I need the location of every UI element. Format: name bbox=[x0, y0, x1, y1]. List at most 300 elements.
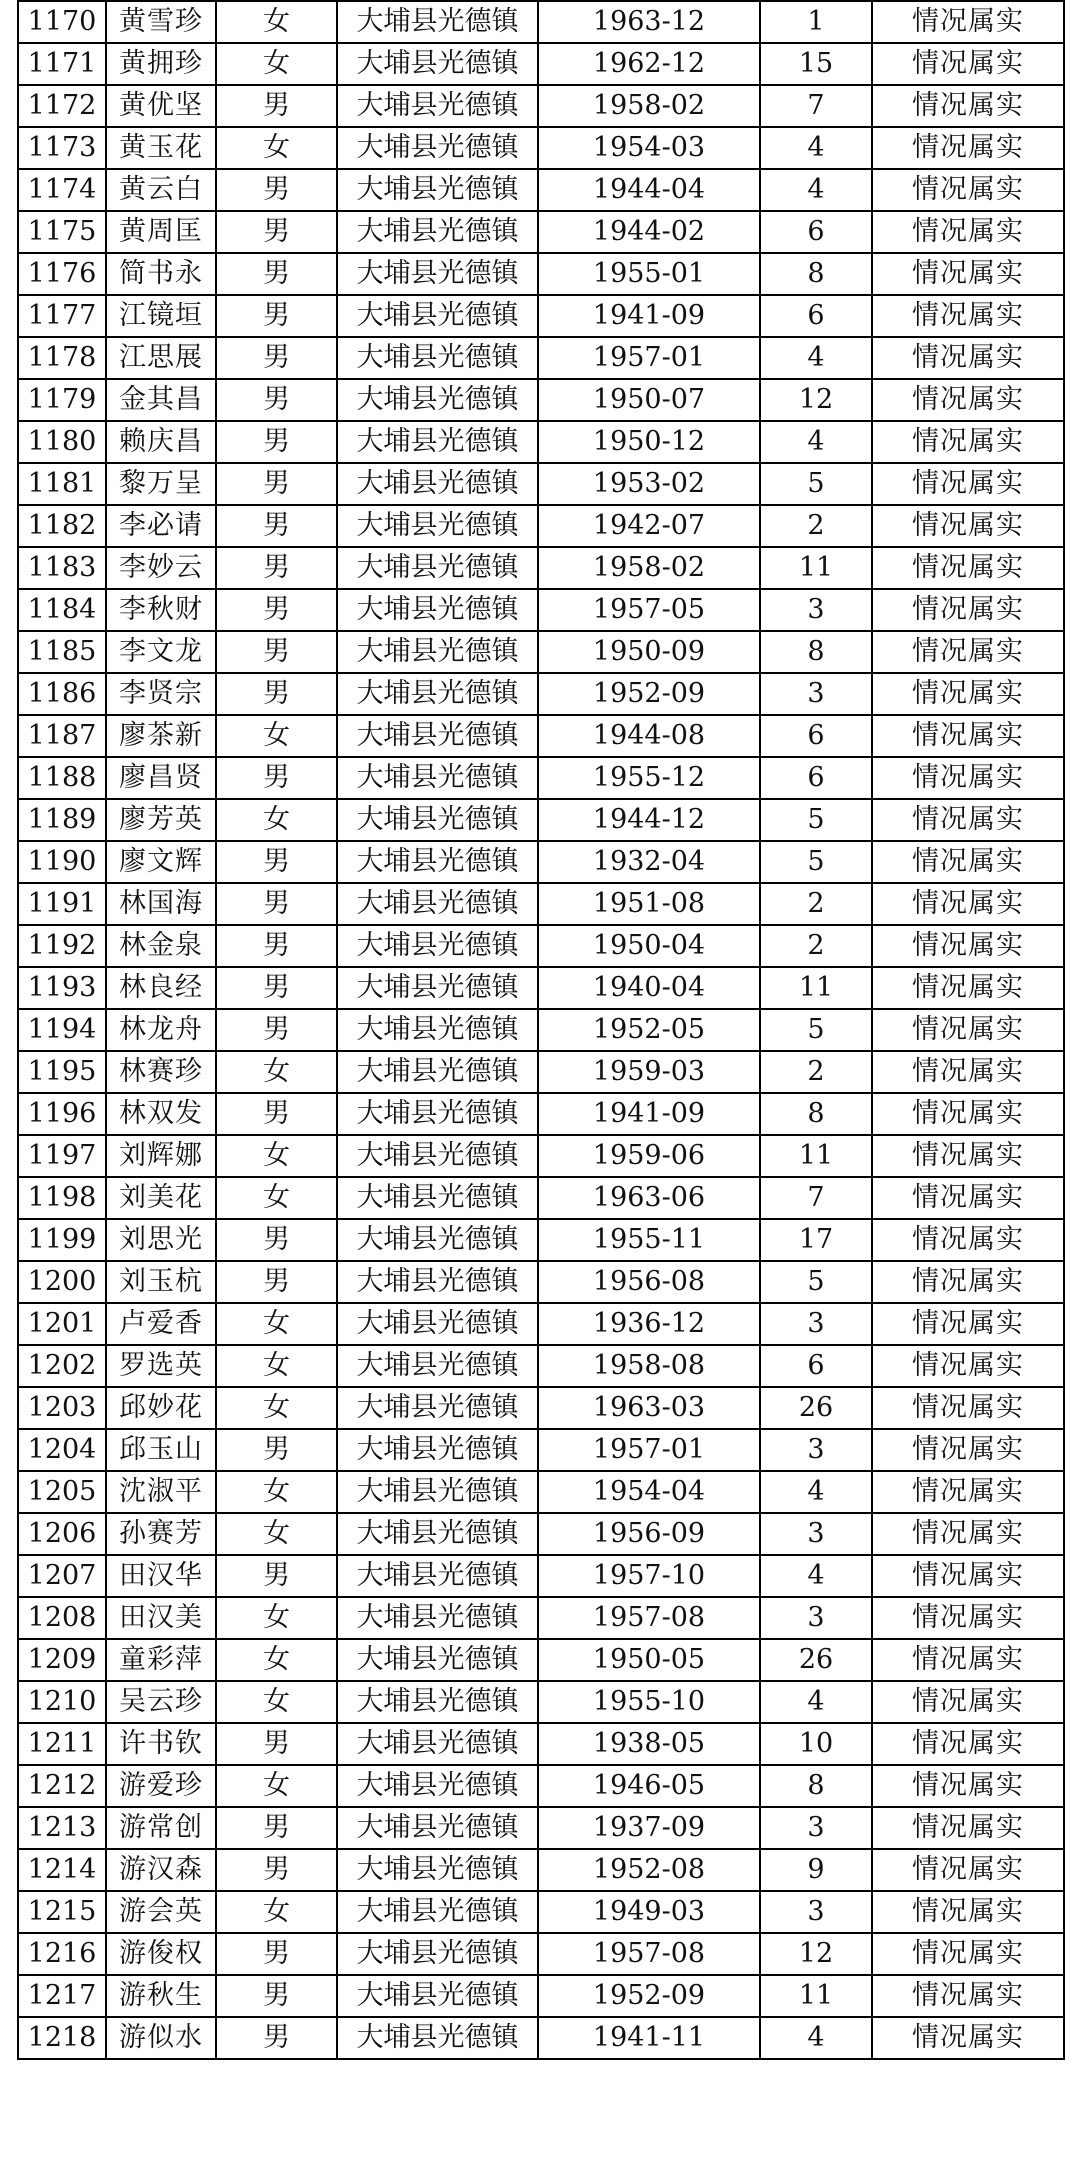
table-row bbox=[18, 1807, 1064, 1849]
date-cell: 1962-12 bbox=[538, 43, 760, 85]
gender-cell: 男 bbox=[216, 1261, 337, 1303]
count-cell: 15 bbox=[760, 43, 872, 85]
person-name-cell: 李贤宗 bbox=[106, 673, 216, 715]
person-name-cell: 廖茶新 bbox=[106, 715, 216, 757]
gender-cell: 男 bbox=[216, 337, 337, 379]
row-number-cell: 1190 bbox=[18, 841, 106, 883]
address-cell: 大埔县光德镇 bbox=[337, 1639, 538, 1681]
date-cell: 1963-03 bbox=[538, 1387, 760, 1429]
person-name-cell: 林双发 bbox=[106, 1093, 216, 1135]
status-note-cell: 情况属实 bbox=[872, 337, 1064, 379]
date-cell: 1958-08 bbox=[538, 1345, 760, 1387]
count-cell: 2 bbox=[760, 505, 872, 547]
gender-cell: 女 bbox=[216, 715, 337, 757]
date-cell: 1950-04 bbox=[538, 925, 760, 967]
address-cell: 大埔县光德镇 bbox=[337, 1093, 538, 1135]
count-cell: 11 bbox=[760, 1135, 872, 1177]
row-number-cell: 1183 bbox=[18, 547, 106, 589]
address-cell: 大埔县光德镇 bbox=[337, 1177, 538, 1219]
gender-cell: 男 bbox=[216, 589, 337, 631]
table-row bbox=[18, 379, 1064, 421]
status-note-cell: 情况属实 bbox=[872, 1681, 1064, 1723]
gender-cell: 男 bbox=[216, 1723, 337, 1765]
person-name-cell: 林良经 bbox=[106, 967, 216, 1009]
status-note-cell: 情况属实 bbox=[872, 1933, 1064, 1975]
date-cell: 1950-09 bbox=[538, 631, 760, 673]
table-row bbox=[18, 1009, 1064, 1051]
count-cell: 8 bbox=[760, 631, 872, 673]
table-row bbox=[18, 1093, 1064, 1135]
date-cell: 1949-03 bbox=[538, 1891, 760, 1933]
address-cell: 大埔县光德镇 bbox=[337, 463, 538, 505]
address-cell: 大埔县光德镇 bbox=[337, 211, 538, 253]
address-cell: 大埔县光德镇 bbox=[337, 1219, 538, 1261]
status-note-cell: 情况属实 bbox=[872, 1219, 1064, 1261]
status-note-cell: 情况属实 bbox=[872, 1345, 1064, 1387]
person-name-cell: 邱玉山 bbox=[106, 1429, 216, 1471]
table-row bbox=[18, 2017, 1064, 2059]
row-number-cell: 1214 bbox=[18, 1849, 106, 1891]
status-note-cell: 情况属实 bbox=[872, 1177, 1064, 1219]
date-cell: 1942-07 bbox=[538, 505, 760, 547]
status-note-cell: 情况属实 bbox=[872, 1597, 1064, 1639]
count-cell: 6 bbox=[760, 757, 872, 799]
table-row bbox=[18, 715, 1064, 757]
person-name-cell: 李秋财 bbox=[106, 589, 216, 631]
status-note-cell: 情况属实 bbox=[872, 1723, 1064, 1765]
table-row bbox=[18, 1555, 1064, 1597]
row-number-cell: 1172 bbox=[18, 85, 106, 127]
row-number-cell: 1173 bbox=[18, 127, 106, 169]
address-cell: 大埔县光德镇 bbox=[337, 1387, 538, 1429]
status-note-cell: 情况属实 bbox=[872, 883, 1064, 925]
table-row bbox=[18, 463, 1064, 505]
table-row bbox=[18, 631, 1064, 673]
row-number-cell: 1212 bbox=[18, 1765, 106, 1807]
date-cell: 1952-09 bbox=[538, 673, 760, 715]
table-row bbox=[18, 967, 1064, 1009]
row-number-cell: 1205 bbox=[18, 1471, 106, 1513]
gender-cell: 男 bbox=[216, 85, 337, 127]
date-cell: 1954-04 bbox=[538, 1471, 760, 1513]
document-page bbox=[17, 0, 1063, 2060]
status-note-cell: 情况属实 bbox=[872, 169, 1064, 211]
row-number-cell: 1215 bbox=[18, 1891, 106, 1933]
row-number-cell: 1197 bbox=[18, 1135, 106, 1177]
person-name-cell: 黎万呈 bbox=[106, 463, 216, 505]
gender-cell: 女 bbox=[216, 799, 337, 841]
address-cell: 大埔县光德镇 bbox=[337, 337, 538, 379]
count-cell: 4 bbox=[760, 337, 872, 379]
person-name-cell: 邱妙花 bbox=[106, 1387, 216, 1429]
table-row bbox=[18, 1723, 1064, 1765]
table-row bbox=[18, 1429, 1064, 1471]
row-number-cell: 1188 bbox=[18, 757, 106, 799]
count-cell: 5 bbox=[760, 841, 872, 883]
table-row bbox=[18, 1681, 1064, 1723]
gender-cell: 女 bbox=[216, 1303, 337, 1345]
person-name-cell: 游汉森 bbox=[106, 1849, 216, 1891]
row-number-cell: 1184 bbox=[18, 589, 106, 631]
row-number-cell: 1189 bbox=[18, 799, 106, 841]
row-number-cell: 1177 bbox=[18, 295, 106, 337]
person-name-cell: 吴云珍 bbox=[106, 1681, 216, 1723]
count-cell: 11 bbox=[760, 1975, 872, 2017]
gender-cell: 女 bbox=[216, 1681, 337, 1723]
count-cell: 6 bbox=[760, 1345, 872, 1387]
row-number-cell: 1174 bbox=[18, 169, 106, 211]
row-number-cell: 1185 bbox=[18, 631, 106, 673]
status-note-cell: 情况属实 bbox=[872, 1765, 1064, 1807]
status-note-cell: 情况属实 bbox=[872, 85, 1064, 127]
gender-cell: 女 bbox=[216, 1891, 337, 1933]
address-cell: 大埔县光德镇 bbox=[337, 631, 538, 673]
row-number-cell: 1194 bbox=[18, 1009, 106, 1051]
count-cell: 5 bbox=[760, 1261, 872, 1303]
status-note-cell: 情况属实 bbox=[872, 1261, 1064, 1303]
table-row bbox=[18, 253, 1064, 295]
row-number-cell: 1202 bbox=[18, 1345, 106, 1387]
row-number-cell: 1178 bbox=[18, 337, 106, 379]
address-cell: 大埔县光德镇 bbox=[337, 1261, 538, 1303]
gender-cell: 女 bbox=[216, 1513, 337, 1555]
address-cell: 大埔县光德镇 bbox=[337, 43, 538, 85]
table-row bbox=[18, 1177, 1064, 1219]
table-row bbox=[18, 295, 1064, 337]
person-name-cell: 李必请 bbox=[106, 505, 216, 547]
date-cell: 1952-09 bbox=[538, 1975, 760, 2017]
address-cell: 大埔县光德镇 bbox=[337, 1009, 538, 1051]
date-cell: 1944-04 bbox=[538, 169, 760, 211]
row-number-cell: 1179 bbox=[18, 379, 106, 421]
status-note-cell: 情况属实 bbox=[872, 925, 1064, 967]
gender-cell: 男 bbox=[216, 253, 337, 295]
gender-cell: 女 bbox=[216, 1597, 337, 1639]
person-name-cell: 孙赛芳 bbox=[106, 1513, 216, 1555]
date-cell: 1956-09 bbox=[538, 1513, 760, 1555]
person-name-cell: 黄玉花 bbox=[106, 127, 216, 169]
gender-cell: 女 bbox=[216, 1639, 337, 1681]
address-cell: 大埔县光德镇 bbox=[337, 1849, 538, 1891]
row-number-cell: 1200 bbox=[18, 1261, 106, 1303]
table-row bbox=[18, 925, 1064, 967]
date-cell: 1954-03 bbox=[538, 127, 760, 169]
count-cell: 11 bbox=[760, 547, 872, 589]
status-note-cell: 情况属实 bbox=[872, 1849, 1064, 1891]
person-name-cell: 游秋生 bbox=[106, 1975, 216, 2017]
status-note-cell: 情况属实 bbox=[872, 43, 1064, 85]
gender-cell: 男 bbox=[216, 1933, 337, 1975]
date-cell: 1944-08 bbox=[538, 715, 760, 757]
table-row bbox=[18, 421, 1064, 463]
table-row bbox=[18, 1303, 1064, 1345]
gender-cell: 女 bbox=[216, 127, 337, 169]
status-note-cell: 情况属实 bbox=[872, 295, 1064, 337]
row-number-cell: 1209 bbox=[18, 1639, 106, 1681]
address-cell: 大埔县光德镇 bbox=[337, 1303, 538, 1345]
status-note-cell: 情况属实 bbox=[872, 463, 1064, 505]
row-number-cell: 1199 bbox=[18, 1219, 106, 1261]
status-note-cell: 情况属实 bbox=[872, 1009, 1064, 1051]
status-note-cell: 情况属实 bbox=[872, 799, 1064, 841]
date-cell: 1952-05 bbox=[538, 1009, 760, 1051]
date-cell: 1956-08 bbox=[538, 1261, 760, 1303]
gender-cell: 女 bbox=[216, 1135, 337, 1177]
table-row bbox=[18, 883, 1064, 925]
table-row bbox=[18, 337, 1064, 379]
gender-cell: 女 bbox=[216, 1765, 337, 1807]
count-cell: 8 bbox=[760, 253, 872, 295]
table-row bbox=[18, 1765, 1064, 1807]
date-cell: 1957-08 bbox=[538, 1933, 760, 1975]
person-name-cell: 赖庆昌 bbox=[106, 421, 216, 463]
gender-cell: 男 bbox=[216, 1093, 337, 1135]
table-row bbox=[18, 1597, 1064, 1639]
count-cell: 2 bbox=[760, 883, 872, 925]
count-cell: 10 bbox=[760, 1723, 872, 1765]
status-note-cell: 情况属实 bbox=[872, 1303, 1064, 1345]
status-note-cell: 情况属实 bbox=[872, 1555, 1064, 1597]
count-cell: 8 bbox=[760, 1093, 872, 1135]
gender-cell: 男 bbox=[216, 1009, 337, 1051]
address-cell: 大埔县光德镇 bbox=[337, 1681, 538, 1723]
count-cell: 11 bbox=[760, 967, 872, 1009]
table-row bbox=[18, 1891, 1064, 1933]
count-cell: 6 bbox=[760, 295, 872, 337]
address-cell: 大埔县光德镇 bbox=[337, 169, 538, 211]
person-name-cell: 简书永 bbox=[106, 253, 216, 295]
person-name-cell: 黄拥珍 bbox=[106, 43, 216, 85]
row-number-cell: 1213 bbox=[18, 1807, 106, 1849]
address-cell: 大埔县光德镇 bbox=[337, 127, 538, 169]
status-note-cell: 情况属实 bbox=[872, 127, 1064, 169]
gender-cell: 男 bbox=[216, 547, 337, 589]
count-cell: 12 bbox=[760, 1933, 872, 1975]
gender-cell: 男 bbox=[216, 169, 337, 211]
row-number-cell: 1216 bbox=[18, 1933, 106, 1975]
row-number-cell: 1180 bbox=[18, 421, 106, 463]
person-name-cell: 廖昌贤 bbox=[106, 757, 216, 799]
date-cell: 1955-11 bbox=[538, 1219, 760, 1261]
address-cell: 大埔县光德镇 bbox=[337, 757, 538, 799]
address-cell: 大埔县光德镇 bbox=[337, 2017, 538, 2059]
row-number-cell: 1170 bbox=[18, 1, 106, 43]
date-cell: 1938-05 bbox=[538, 1723, 760, 1765]
status-note-cell: 情况属实 bbox=[872, 841, 1064, 883]
row-number-cell: 1218 bbox=[18, 2017, 106, 2059]
status-note-cell: 情况属实 bbox=[872, 1, 1064, 43]
address-cell: 大埔县光德镇 bbox=[337, 715, 538, 757]
row-number-cell: 1195 bbox=[18, 1051, 106, 1093]
gender-cell: 男 bbox=[216, 673, 337, 715]
address-cell: 大埔县光德镇 bbox=[337, 967, 538, 1009]
person-name-cell: 李文龙 bbox=[106, 631, 216, 673]
person-name-cell: 游常创 bbox=[106, 1807, 216, 1849]
address-cell: 大埔县光德镇 bbox=[337, 295, 538, 337]
gender-cell: 男 bbox=[216, 505, 337, 547]
address-cell: 大埔县光德镇 bbox=[337, 1051, 538, 1093]
address-cell: 大埔县光德镇 bbox=[337, 1891, 538, 1933]
person-name-cell: 沈淑平 bbox=[106, 1471, 216, 1513]
person-name-cell: 金其昌 bbox=[106, 379, 216, 421]
address-cell: 大埔县光德镇 bbox=[337, 1765, 538, 1807]
count-cell: 3 bbox=[760, 1303, 872, 1345]
status-note-cell: 情况属实 bbox=[872, 1975, 1064, 2017]
count-cell: 4 bbox=[760, 2017, 872, 2059]
address-cell: 大埔县光德镇 bbox=[337, 253, 538, 295]
date-cell: 1950-12 bbox=[538, 421, 760, 463]
gender-cell: 男 bbox=[216, 841, 337, 883]
date-cell: 1953-02 bbox=[538, 463, 760, 505]
table-row bbox=[18, 589, 1064, 631]
table-row bbox=[18, 1051, 1064, 1093]
gender-cell: 女 bbox=[216, 1051, 337, 1093]
gender-cell: 男 bbox=[216, 1219, 337, 1261]
address-cell: 大埔县光德镇 bbox=[337, 1513, 538, 1555]
gender-cell: 男 bbox=[216, 211, 337, 253]
table-row bbox=[18, 1513, 1064, 1555]
count-cell: 4 bbox=[760, 127, 872, 169]
address-cell: 大埔县光德镇 bbox=[337, 505, 538, 547]
table-row bbox=[18, 1639, 1064, 1681]
count-cell: 3 bbox=[760, 1429, 872, 1471]
row-number-cell: 1211 bbox=[18, 1723, 106, 1765]
gender-cell: 女 bbox=[216, 1, 337, 43]
count-cell: 1 bbox=[760, 1, 872, 43]
count-cell: 3 bbox=[760, 1597, 872, 1639]
gender-cell: 男 bbox=[216, 1975, 337, 2017]
date-cell: 1963-12 bbox=[538, 1, 760, 43]
row-number-cell: 1186 bbox=[18, 673, 106, 715]
date-cell: 1955-01 bbox=[538, 253, 760, 295]
status-note-cell: 情况属实 bbox=[872, 253, 1064, 295]
table-row bbox=[18, 1975, 1064, 2017]
address-cell: 大埔县光德镇 bbox=[337, 1933, 538, 1975]
count-cell: 7 bbox=[760, 85, 872, 127]
gender-cell: 女 bbox=[216, 1387, 337, 1429]
table-row bbox=[18, 85, 1064, 127]
status-note-cell: 情况属实 bbox=[872, 211, 1064, 253]
person-name-cell: 林龙舟 bbox=[106, 1009, 216, 1051]
status-note-cell: 情况属实 bbox=[872, 1387, 1064, 1429]
gender-cell: 男 bbox=[216, 379, 337, 421]
gender-cell: 男 bbox=[216, 883, 337, 925]
count-cell: 3 bbox=[760, 1807, 872, 1849]
row-number-cell: 1201 bbox=[18, 1303, 106, 1345]
count-cell: 6 bbox=[760, 715, 872, 757]
status-note-cell: 情况属实 bbox=[872, 1891, 1064, 1933]
person-name-cell: 江镜垣 bbox=[106, 295, 216, 337]
row-number-cell: 1187 bbox=[18, 715, 106, 757]
person-name-cell: 游俊权 bbox=[106, 1933, 216, 1975]
count-cell: 7 bbox=[760, 1177, 872, 1219]
address-cell: 大埔县光德镇 bbox=[337, 1807, 538, 1849]
person-name-cell: 童彩萍 bbox=[106, 1639, 216, 1681]
address-cell: 大埔县光德镇 bbox=[337, 673, 538, 715]
row-number-cell: 1217 bbox=[18, 1975, 106, 2017]
person-name-cell: 田汉美 bbox=[106, 1597, 216, 1639]
date-cell: 1957-01 bbox=[538, 337, 760, 379]
gender-cell: 男 bbox=[216, 1555, 337, 1597]
gender-cell: 男 bbox=[216, 925, 337, 967]
count-cell: 3 bbox=[760, 1513, 872, 1555]
date-cell: 1937-09 bbox=[538, 1807, 760, 1849]
date-cell: 1950-05 bbox=[538, 1639, 760, 1681]
count-cell: 5 bbox=[760, 1009, 872, 1051]
person-name-cell: 林金泉 bbox=[106, 925, 216, 967]
date-cell: 1941-09 bbox=[538, 295, 760, 337]
row-number-cell: 1182 bbox=[18, 505, 106, 547]
date-cell: 1951-08 bbox=[538, 883, 760, 925]
address-cell: 大埔县光德镇 bbox=[337, 379, 538, 421]
count-cell: 8 bbox=[760, 1765, 872, 1807]
count-cell: 4 bbox=[760, 1555, 872, 1597]
address-cell: 大埔县光德镇 bbox=[337, 841, 538, 883]
status-note-cell: 情况属实 bbox=[872, 1051, 1064, 1093]
row-number-cell: 1196 bbox=[18, 1093, 106, 1135]
address-cell: 大埔县光德镇 bbox=[337, 547, 538, 589]
date-cell: 1941-09 bbox=[538, 1093, 760, 1135]
date-cell: 1946-05 bbox=[538, 1765, 760, 1807]
table-row bbox=[18, 1387, 1064, 1429]
count-cell: 2 bbox=[760, 1051, 872, 1093]
count-cell: 4 bbox=[760, 1681, 872, 1723]
table-row bbox=[18, 1219, 1064, 1261]
date-cell: 1959-03 bbox=[538, 1051, 760, 1093]
row-number-cell: 1208 bbox=[18, 1597, 106, 1639]
date-cell: 1941-11 bbox=[538, 2017, 760, 2059]
person-name-cell: 田汉华 bbox=[106, 1555, 216, 1597]
status-note-cell: 情况属实 bbox=[872, 1429, 1064, 1471]
person-name-cell: 林赛珍 bbox=[106, 1051, 216, 1093]
count-cell: 4 bbox=[760, 169, 872, 211]
count-cell: 4 bbox=[760, 1471, 872, 1513]
status-note-cell: 情况属实 bbox=[872, 2017, 1064, 2059]
person-name-cell: 廖文辉 bbox=[106, 841, 216, 883]
date-cell: 1957-01 bbox=[538, 1429, 760, 1471]
table-row bbox=[18, 211, 1064, 253]
address-cell: 大埔县光德镇 bbox=[337, 1345, 538, 1387]
date-cell: 1944-02 bbox=[538, 211, 760, 253]
person-name-cell: 林国海 bbox=[106, 883, 216, 925]
row-number-cell: 1210 bbox=[18, 1681, 106, 1723]
row-number-cell: 1203 bbox=[18, 1387, 106, 1429]
gender-cell: 男 bbox=[216, 2017, 337, 2059]
address-cell: 大埔县光德镇 bbox=[337, 1471, 538, 1513]
person-name-cell: 江思展 bbox=[106, 337, 216, 379]
address-cell: 大埔县光德镇 bbox=[337, 589, 538, 631]
status-note-cell: 情况属实 bbox=[872, 379, 1064, 421]
date-cell: 1955-12 bbox=[538, 757, 760, 799]
address-cell: 大埔县光德镇 bbox=[337, 85, 538, 127]
row-number-cell: 1175 bbox=[18, 211, 106, 253]
status-note-cell: 情况属实 bbox=[872, 715, 1064, 757]
person-name-cell: 黄优坚 bbox=[106, 85, 216, 127]
date-cell: 1957-05 bbox=[538, 589, 760, 631]
person-name-cell: 刘辉娜 bbox=[106, 1135, 216, 1177]
person-name-cell: 罗选英 bbox=[106, 1345, 216, 1387]
status-note-cell: 情况属实 bbox=[872, 757, 1064, 799]
table-row bbox=[18, 1849, 1064, 1891]
status-note-cell: 情况属实 bbox=[872, 547, 1064, 589]
status-note-cell: 情况属实 bbox=[872, 1471, 1064, 1513]
status-note-cell: 情况属实 bbox=[872, 589, 1064, 631]
table-row bbox=[18, 841, 1064, 883]
address-cell: 大埔县光德镇 bbox=[337, 1555, 538, 1597]
person-name-cell: 刘思光 bbox=[106, 1219, 216, 1261]
person-name-cell: 游会英 bbox=[106, 1891, 216, 1933]
gender-cell: 女 bbox=[216, 43, 337, 85]
